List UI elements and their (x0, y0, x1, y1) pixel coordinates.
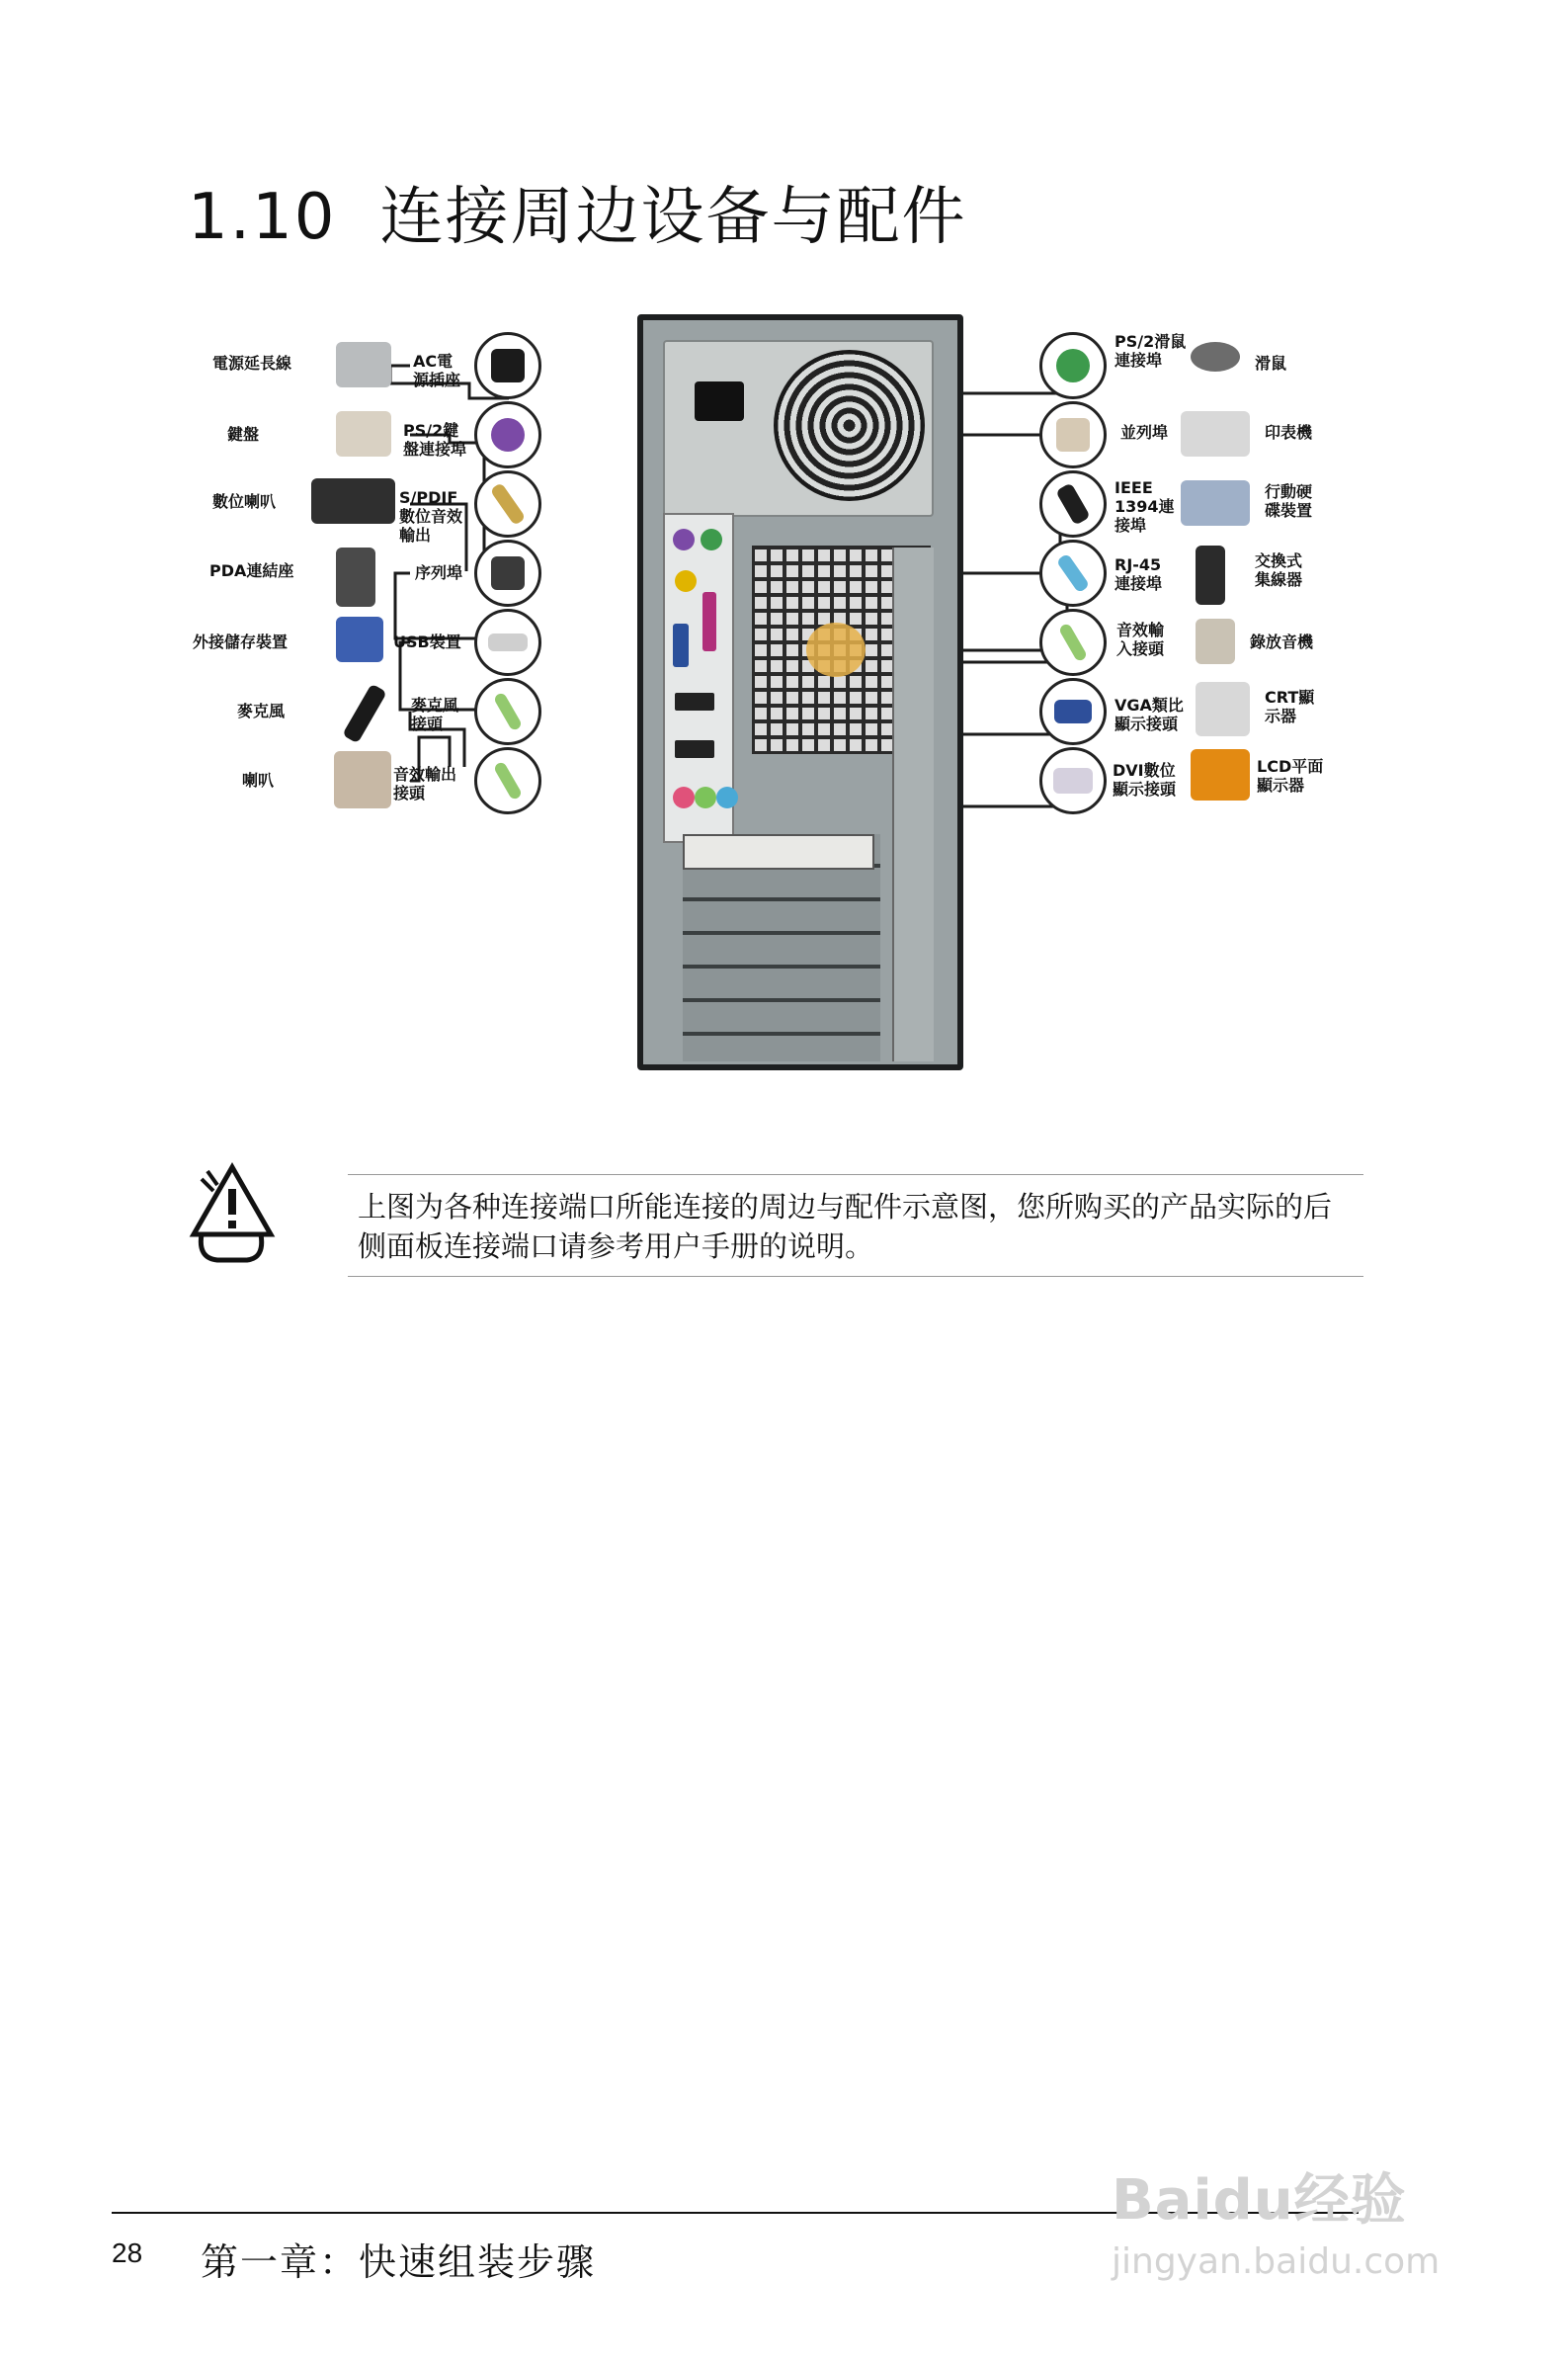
usb-ports-bottom (675, 740, 714, 758)
io-panel (663, 513, 734, 843)
vga-plug-icon (1054, 700, 1092, 723)
left-port-label-1: AC電 源插座 (413, 352, 461, 389)
right-device-label-2: 印表機 (1265, 423, 1313, 442)
left-port-label-3: S/PDIF 數位音效 輸出 (399, 488, 463, 545)
right-port-label-2: 並列埠 (1120, 423, 1169, 442)
power-supply (663, 340, 934, 517)
serial-callout (474, 540, 541, 607)
section-title (188, 166, 967, 257)
line-in-callout (1039, 609, 1107, 676)
parallel-plug-icon (1056, 418, 1090, 452)
keyboard-image (336, 411, 391, 457)
left-port-label-7: 音效輸出 接頭 (393, 765, 457, 802)
left-device-label-6: 麥克風 (237, 702, 286, 720)
portable-drive-image (1181, 480, 1250, 526)
pc-tower-rear (637, 314, 963, 1070)
ps2-mouse-plug-icon (1056, 349, 1090, 382)
rj45-callout (1039, 540, 1107, 607)
right-device-label-7: LCD平面 顯示器 (1257, 757, 1324, 795)
right-port-label-6: VGA類比 顯示接頭 (1114, 696, 1184, 733)
left-device-label-3: 數位喇叭 (212, 492, 277, 511)
pda-image (336, 548, 375, 607)
spdif-port (675, 570, 697, 592)
watermark-logo: Baidu经验 (1112, 2168, 1407, 2233)
mic-jack (673, 787, 695, 808)
ps2-mouse-callout (1039, 332, 1107, 399)
serial-port (673, 624, 689, 667)
crt-monitor-image (1196, 682, 1250, 736)
usb-ports-top (675, 693, 714, 711)
right-device-label-4: 交換式 集線器 (1255, 551, 1303, 589)
page-number: 28 (112, 2237, 143, 2268)
section-number: 1.10 (188, 181, 337, 254)
ac-power-socket (695, 381, 744, 421)
dvi-callout (1039, 747, 1107, 814)
rj45-plug-icon (1056, 553, 1090, 594)
expansion-rail (892, 548, 934, 1061)
dvi-plug-icon (1053, 768, 1093, 794)
printer-image (1181, 411, 1250, 457)
speaker-pair-image (334, 751, 391, 808)
usb-drive-image (336, 617, 383, 662)
left-device-label-5: 外接儲存裝置 (193, 633, 289, 651)
spdif-callout (474, 470, 541, 538)
note-text: 上图为各种连接端口所能连接的周边与配件示意图，您所购买的产品实际的后侧面板连接端口请参考用户手册的说明。 (348, 1174, 1363, 1277)
usb-plug-icon (488, 633, 528, 651)
ps2-plug-icon (491, 418, 525, 452)
mic-plug-icon (493, 692, 523, 732)
left-device-label-4: PDA連結座 (209, 561, 294, 580)
right-port-label-7: DVI數位 顯示接頭 (1113, 761, 1177, 799)
note-icon (188, 1161, 277, 1265)
spdif-plug-icon (490, 482, 527, 526)
right-device-label-5: 錄放音機 (1250, 633, 1314, 651)
line-out-callout (474, 747, 541, 814)
left-port-label-4: 序列埠 (415, 563, 463, 582)
ieee1394-plug-icon (1055, 482, 1091, 526)
speakers-image (311, 478, 395, 524)
power-strip-image (336, 342, 391, 387)
right-port-label-4: RJ-45 連接埠 (1114, 555, 1163, 593)
vga-callout (1039, 678, 1107, 745)
mouse-image (1191, 342, 1240, 372)
left-port-label-5: USB裝置 (393, 633, 461, 651)
parallel-callout (1039, 401, 1107, 468)
right-device-label-1: 滑鼠 (1255, 354, 1287, 373)
ps2-keyboard-callout (474, 401, 541, 468)
left-device-label-7: 喇叭 (242, 771, 275, 790)
switch-hub-image (1196, 546, 1225, 605)
line-out-jack (695, 787, 716, 808)
ps2-mouse-port (701, 529, 722, 550)
left-port-label-6: 麥克風 接頭 (411, 696, 459, 733)
usb-callout (474, 609, 541, 676)
right-device-label-6: CRT顯 示器 (1265, 688, 1315, 725)
right-port-label-1: PS/2滑鼠 連接埠 (1114, 332, 1187, 370)
chapter-title: 第一章：快速组装步骤 (201, 2240, 597, 2284)
psu-fan (774, 350, 925, 501)
ac-plug-icon (491, 349, 525, 382)
line-out-plug-icon (493, 761, 523, 802)
parallel-port (702, 592, 716, 651)
ps2-keyboard-port (673, 529, 695, 550)
right-device-label-3: 行動硬 碟裝置 (1265, 482, 1313, 520)
line-in-jack (716, 787, 738, 808)
right-port-label-3: IEEE 1394連 接埠 (1114, 478, 1175, 535)
left-device-label-1: 電源延長線 (212, 354, 292, 373)
lcd-monitor-image (1191, 749, 1250, 801)
cpu-heatsink (806, 623, 866, 677)
line-in-plug-icon (1058, 623, 1088, 663)
watermark-url: jingyan.baidu.com (1112, 2241, 1441, 2282)
section-heading: 连接周边设备与配件 (379, 181, 967, 254)
left-device-label-2: 鍵盤 (227, 425, 260, 444)
rear-panel-diagram (188, 314, 1334, 1075)
left-port-label-2: PS/2鍵 盤連接埠 (403, 421, 467, 459)
graphics-card-bracket (683, 834, 874, 870)
ac-plug-callout (474, 332, 541, 399)
mic-callout (474, 678, 541, 745)
ieee1394-callout (1039, 470, 1107, 538)
serial-plug-icon (491, 556, 525, 590)
recorder-image (1196, 619, 1235, 664)
right-port-label-5: 音效輸 入接頭 (1116, 621, 1165, 658)
